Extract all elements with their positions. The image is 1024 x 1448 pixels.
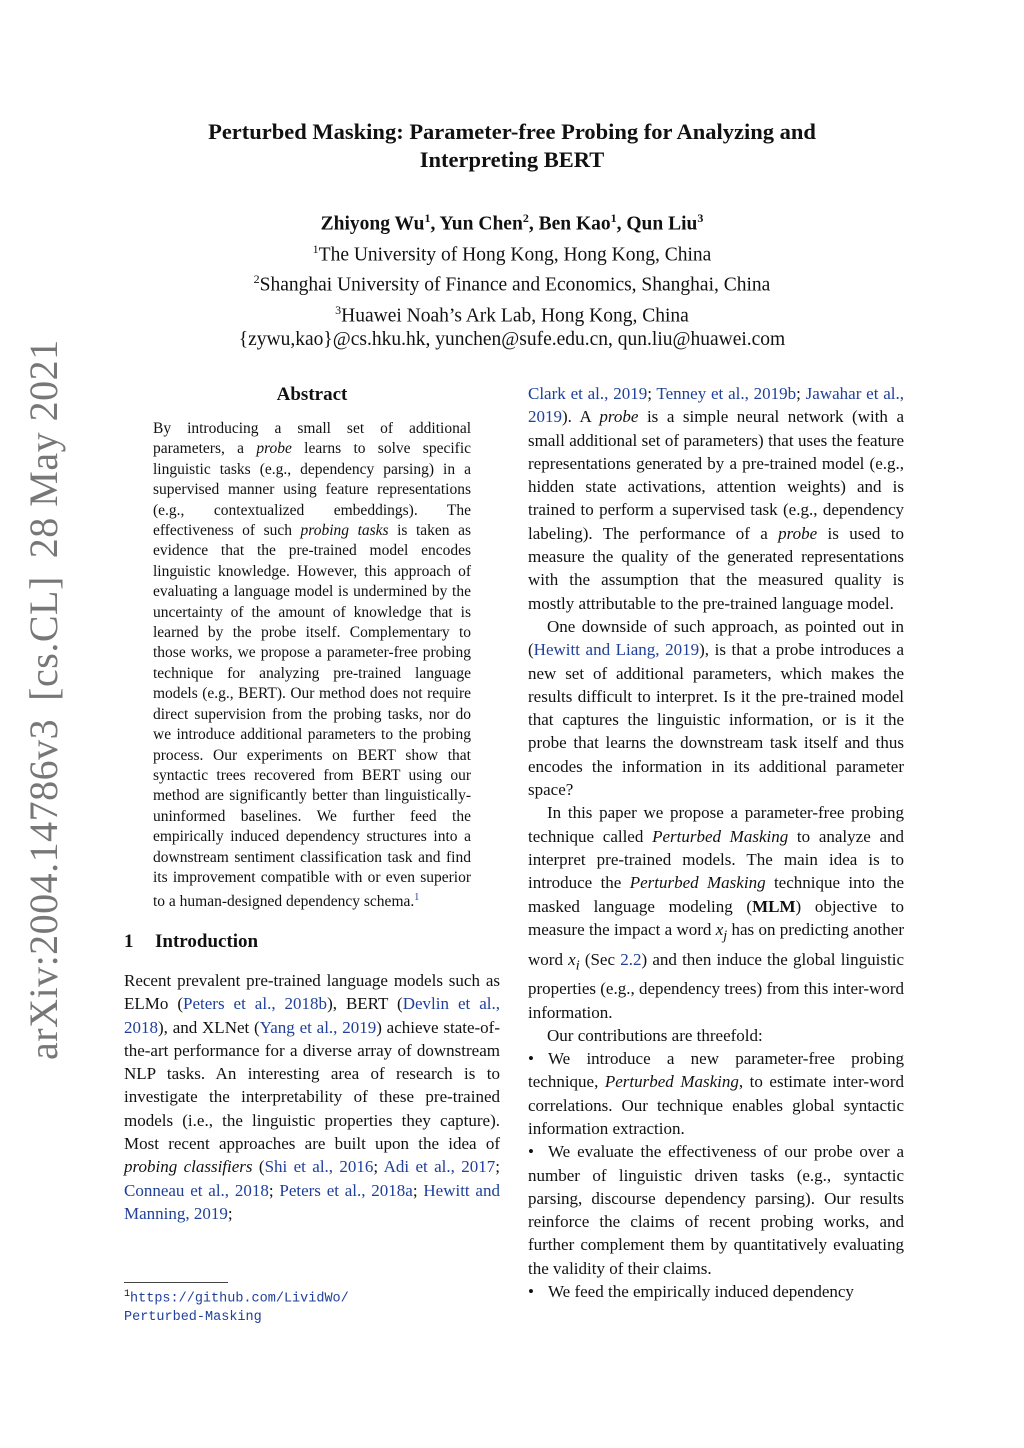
citation-link[interactable]: Conneau et al., 2018 [124, 1180, 269, 1200]
arxiv-category: [cs.CL] [20, 576, 66, 701]
citation-link[interactable]: Hewitt and Liang, 2019 [533, 640, 700, 660]
citation-link[interactable]: Adi et al., 2017 [383, 1157, 496, 1177]
citation-link[interactable]: Devlin et al., 2018 [124, 994, 500, 1037]
footnote-marker[interactable]: 1 [414, 892, 420, 904]
footnote-url[interactable]: $^1$https://github.com/LividWo/ Perturbed-Masking [124, 1289, 349, 1325]
left-column [124, 382, 500, 1225]
arxiv-id: arXiv:2004.14786v3 [20, 718, 66, 1060]
author-chen: Yun Chen [439, 213, 523, 235]
contribution-bullet-3: • We feed the empirically induced dependency [528, 1282, 854, 1302]
citation-link[interactable]: Shi et al., 2016 [264, 1157, 374, 1177]
footnote-rule [124, 1282, 228, 1283]
affiliation-2: $^2$Shanghai University of Finance and Economics, Shanghai, China [253, 272, 771, 296]
citation-link[interactable]: Tenney et al., 2019b [656, 384, 797, 403]
intro-paragraph-4: Our contributions are threefold: [547, 1025, 763, 1045]
arxiv-date: 28 May 2021 [20, 339, 66, 559]
math-xj: $x_j$ [715, 919, 728, 944]
affiliation-1: $^1$The University of Hong Kong, Hong Kong, China [312, 241, 712, 265]
author-names: Zhiyong Wu$^1$, Yun Chen$^2$, Ben Kao$^1$, Qun Liu$^3$ [320, 211, 704, 235]
section-heading-introduction: 1 Introduction [124, 930, 259, 952]
citation-link[interactable]: Jawahar et al., 2019 [528, 384, 904, 427]
citation-link[interactable]: Hewitt and Manning, 2019 [124, 1180, 500, 1223]
section-ref-link[interactable]: 2.2 [620, 949, 642, 969]
citation-link[interactable]: Yang et al., 2019 [259, 1017, 377, 1037]
right-column [528, 382, 904, 1303]
intro-paragraph-1-continued: Clark et al., 2019; Tenney et al., 2019b; Jawahar et al., 2019). A probe is a simple neural network (with a small additional set of parameters) that uses the feature representations generated by a pre-trained model (e.g., hidden state activations, attention weights) and is trained to perform a supervised task (e.g., dependency labeling). The performance of a probe is used to measure the quality of the generated representations with the assumption that the measured quality is mostly attributable to the pre-trained language model. [528, 384, 905, 613]
title-line-1: Perturbed Masking: Parameter-free Probing for Analyzing and [208, 119, 816, 144]
contribution-bullet-1: • We introduce a new parameter-free probing technique, Perturbed Masking, to estimate inter-word correlations. Our technique enables global syntactic information extraction. [528, 1049, 905, 1138]
author-block [100, 206, 924, 352]
intro-paragraph-2: One downside of such approach, as pointed out in (Hewitt and Liang, 2019), is that a probe introduces a new set of additional parameters, which makes the results difficult to interpret. Is it the pre-trained model that captures the linguistic information, or is it the probe that learns the downstream task itself and thus encodes the information in its additional parameter space? [528, 616, 904, 800]
citation-link[interactable]: Clark et al., 2019 [528, 384, 648, 403]
math-xi: $x_i$ [568, 949, 580, 973]
abstract-body: By introducing a small set of additional parameters, a probe learns to solve specific linguistic tasks (e.g., dependency parsing) in a supervised manner using feature representations (e.g., contextualized embeddings). The effectiveness of such probing tasks is taken as evidence that the pre-trained model encodes linguistic knowledge. However, this approach of evaluating a language model is undermined by the uncertainty of the amount of knowledge that is learned by the probe itself. Complementary to those works, we propose a parameter-free probing technique for analyzing pre-trained language models (e.g., BERT). Our method does not require direct supervision from the probing tasks, nor do we introduce additional parameters to the probing process. Our experiments on BERT show that syntactic trees recovered from BERT using our method are significantly better than linguistically-uninformed baselines. We further feed the empirically induced dependency structures into a downstream sentiment classification task and find its improvement compatible with or even superior to a human-designed dependency schema.$^1$ [153, 420, 471, 911]
author-liu: Qun Liu [626, 213, 698, 235]
contribution-bullet-2: • We evaluate the effectiveness of our probe over a number of linguistic driven tasks (e.g., syntactic parsing, discourse dependency parsing). Our results reinforce the claims of recent probing works, and further complement them by quantitatively evaluating the validity of their claims. [528, 1142, 904, 1278]
author-kao: Ben Kao [538, 213, 611, 235]
author-emails: {zywu,kao}@cs.hku.hk, yunchen@sufe.edu.cn, qun.liu@huawei.com [238, 329, 786, 350]
footnote [124, 1282, 500, 1327]
affiliation-3: $^3$Huawei Noah’s Ark Lab, Hong Kong, China [335, 302, 689, 326]
citation-link[interactable]: Peters et al., 2018b [183, 994, 328, 1014]
title-line-2: Interpreting BERT [419, 147, 605, 172]
arxiv-side-stamp [18, 339, 68, 1060]
paper-title [100, 118, 924, 174]
abstract-heading: Abstract [276, 384, 348, 405]
author-wu: Zhiyong Wu [320, 213, 425, 235]
citation-link[interactable]: Peters et al., 2018a [279, 1180, 413, 1200]
intro-paragraph-3: In this paper we propose a parameter-free probing technique called Perturbed Masking to analyze and interpret pre-trained models. The main idea is to introduce the Perturbed Masking technique into the masked language modeling (MLM) objective to measure the impact a word $x_j$ has on predicting another word $x_i$ (Sec 2.2) and then induce the global linguistic properties (e.g., dependency trees) from this inter-word information. [528, 803, 904, 1022]
intro-paragraph-1: Recent prevalent pre-trained language models such as ELMo (Peters et al., 2018b), BERT (Devlin et al., 2018), and XLNet (Yang et al., 2019) achieve state-of-the-art performance for a diverse array of downstream NLP tasks. An interesting area of research is to investigate the interpretability of these pre-trained models (i.e., the linguistic properties they capture). Most recent approaches are built upon the idea of probing classifiers (Shi et al., 2016; Adi et al., 2017; Conneau et al., 2018; Peters et al., 2018a; Hewitt and Manning, 2019; [124, 970, 500, 1223]
